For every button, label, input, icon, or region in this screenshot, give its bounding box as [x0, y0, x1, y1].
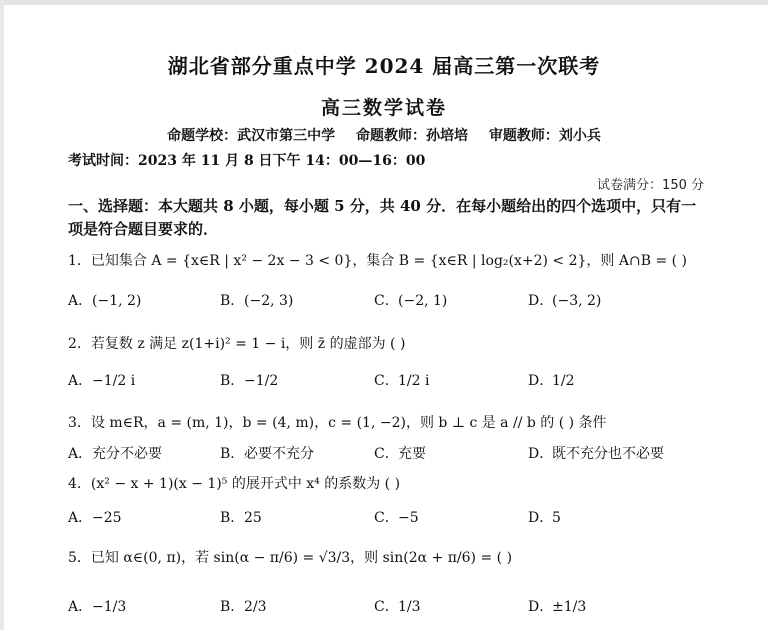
option-d[interactable]: D．±1/3: [528, 599, 587, 615]
question-3-options: [68, 443, 708, 473]
full-score: 试卷满分：150 分: [597, 178, 704, 193]
exam-time: 考试时间：2023 年 11 月 8 日下午 14：00—16：00: [68, 153, 426, 169]
exam-subtitle: 高三数学试卷: [320, 97, 447, 119]
option-a[interactable]: A．−25: [68, 510, 122, 526]
option-a[interactable]: A．(−1, 2): [68, 293, 142, 309]
option-c[interactable]: C．充要: [374, 446, 426, 462]
question-4: 4．(x² − x + 1)(x − 1)⁵ 的展开式中 x⁴ 的系数为 ( ): [68, 476, 401, 492]
option-c[interactable]: C．1/2 i: [374, 373, 430, 389]
option-b[interactable]: B．2/3: [220, 599, 267, 615]
question-1-options: [68, 290, 708, 320]
option-b[interactable]: B．25: [220, 510, 262, 526]
option-c[interactable]: C．−5: [374, 510, 419, 526]
option-c[interactable]: C．1/3: [374, 599, 421, 615]
exam-info-line: [0, 125, 768, 145]
question-2-options: [68, 370, 708, 400]
option-a[interactable]: A．−1/3: [68, 599, 127, 615]
option-d[interactable]: D．(−3, 2): [528, 293, 602, 309]
option-d[interactable]: D．5: [528, 510, 561, 526]
question-1: 1．已知集合 A = {x∈R | x² − 2x − 3 < 0}，集合 B = {x∈R | log₂(x+2) < 2}，则 A∩B = ( ): [68, 253, 688, 269]
proposing-school: 命题学校：武汉市第三中学: [167, 128, 336, 144]
option-b[interactable]: B．必要不充分: [220, 446, 314, 462]
proposing-teacher: 命题教师：孙培培: [356, 128, 468, 144]
option-d[interactable]: D．1/2: [528, 373, 575, 389]
option-d[interactable]: D．既不充分也不必要: [528, 446, 664, 462]
option-a[interactable]: A．−1/2 i: [68, 373, 136, 389]
option-a[interactable]: A．充分不必要: [68, 446, 162, 462]
section-heading: 一、选择题：本大题共 8 小题，每小题 5 分，共 40 分．在每小题给出的四个选项中，只有一项是符合题目要求的．: [68, 197, 697, 238]
question-4-options: [68, 507, 708, 537]
question-5: 5．已知 α∈(0, π)，若 sin(α − π/6) = √3/3，则 sin(2α + π/6) = ( ): [68, 550, 513, 566]
question-3: 3．设 m∈R，a = (m, 1)，b = (4, m)，c = (1, −2)，则 b ⊥ c 是 a // b 的 ( ) 条件: [68, 415, 607, 431]
question-5-options: [68, 596, 708, 626]
option-c[interactable]: C．(−2, 1): [374, 293, 448, 309]
page-top-border: [0, 0, 768, 5]
reviewing-teacher: 审题教师：刘小兵: [488, 128, 601, 144]
option-b[interactable]: B．−1/2: [220, 373, 279, 389]
option-b[interactable]: B．(−2, 3): [220, 293, 294, 309]
exam-title: 湖北省部分重点中学 2024 届高三第一次联考: [167, 54, 601, 78]
question-2: 2．若复数 z 满足 z(1+i)² = 1 − i，则 z̄ 的虚部为 ( ): [68, 336, 406, 352]
